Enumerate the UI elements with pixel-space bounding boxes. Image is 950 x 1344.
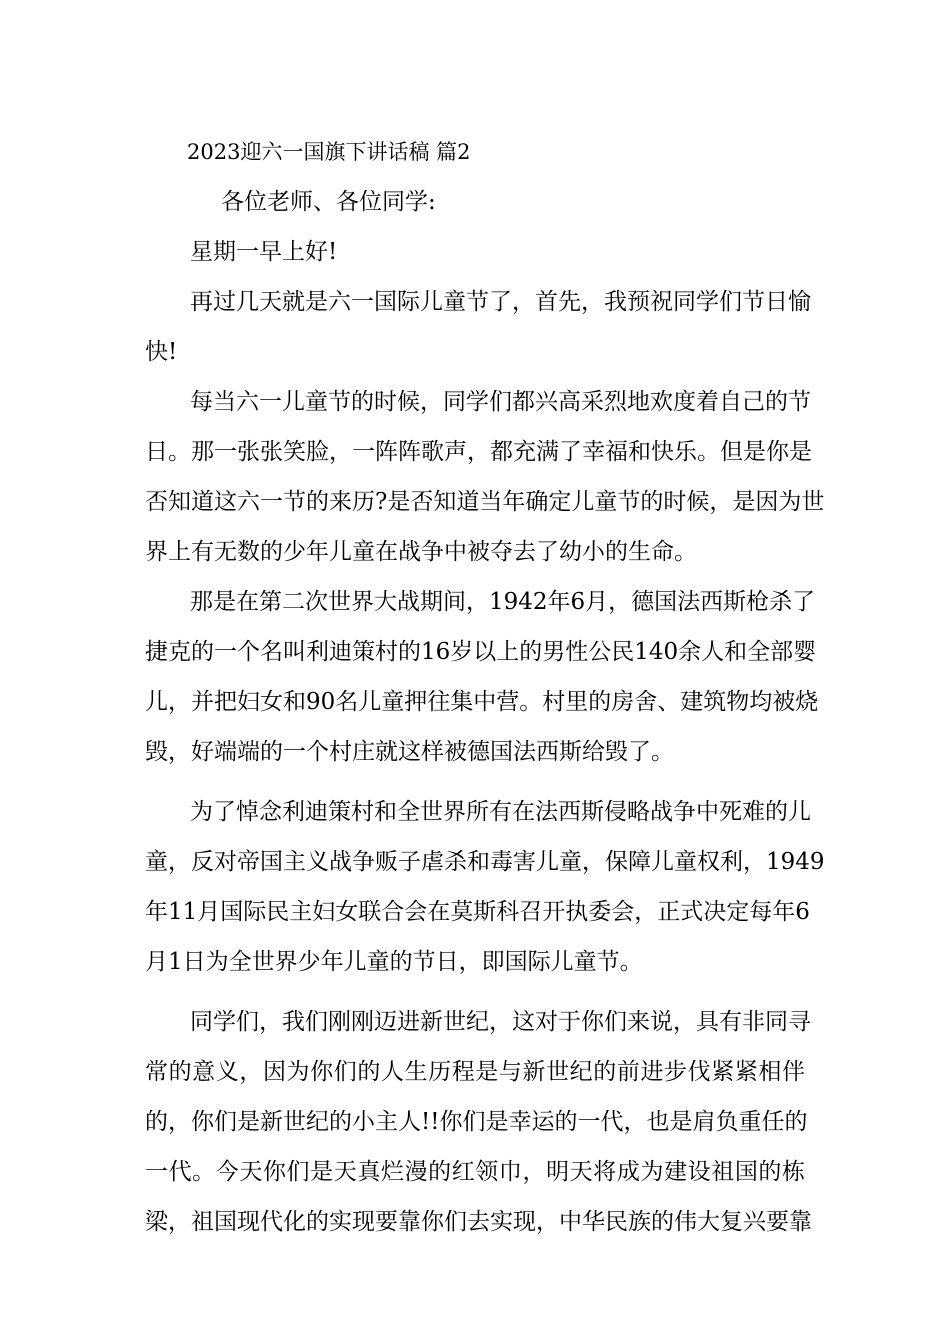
text-line: 的，你们是新世纪的小主人!!你们是幸运的一代，也是肩负重任的 — [145, 1109, 808, 1135]
text-line: 捷克的一个名叫利迪策村的16岁以上的男性公民140余人和全部婴 — [145, 639, 817, 665]
text-line: 快! — [145, 339, 178, 365]
text-line: 梁，祖国现代化的实现要靠你们去实现，中华民族的伟大复兴要靠 — [145, 1209, 812, 1235]
text-line: 月1日为全世界少年儿童的节日，即国际儿童节。 — [145, 949, 643, 975]
text-line: 童，反对帝国主义战争贩子虐杀和毒害儿童，保障儿童权利，1949 — [145, 849, 825, 875]
text-line: 否知道这六一节的来历?是否知道当年确定儿童节的时候，是因为世 — [145, 489, 825, 515]
text-line: 再过几天就是六一国际儿童节了，首先，我预祝同学们节日愉 — [190, 289, 811, 315]
text-line: 界上有无数的少年儿童在战争中被夺去了幼小的生命。 — [145, 539, 697, 565]
text-line: 星期一早上好! — [190, 239, 338, 265]
text-line: 为了悼念利迪策村和全世界所有在法西斯侵略战争中死难的儿 — [190, 799, 811, 825]
document-title: 2023迎六一国旗下讲话稿 篇2 — [187, 140, 471, 164]
text-line: 日。那一张张笑脸，一阵阵歌声，都充满了幸福和快乐。但是你是 — [145, 439, 812, 465]
text-line: 每当六一儿童节的时候，同学们都兴高采烈地欢度着自己的节 — [190, 389, 811, 415]
text-line: 那是在第二次世界大战期间，1942年6月，德国法西斯枪杀了 — [190, 589, 816, 615]
text-line: 年11月国际民主妇女联合会在莫斯科召开执委会，正式决定每年6 — [145, 899, 810, 925]
greeting-line: 各位老师、各位同学: — [221, 189, 436, 215]
text-line: 同学们，我们刚刚迈进新世纪，这对于你们来说，具有非同寻 — [190, 1009, 811, 1035]
text-line: 儿，并把妇女和90名儿童押往集中营。村里的房舍、建筑物均被烧 — [145, 689, 819, 715]
text-line: 常的意义，因为你们的人生历程是与新世纪的前进步伐紧紧相伴 — [145, 1059, 805, 1085]
text-line: 一代。今天你们是天真烂漫的红领巾，明天将成为建设祖国的栋 — [145, 1159, 805, 1185]
text-line: 毁，好端端的一个村庄就这样被德国法西斯给毁了。 — [145, 739, 674, 765]
